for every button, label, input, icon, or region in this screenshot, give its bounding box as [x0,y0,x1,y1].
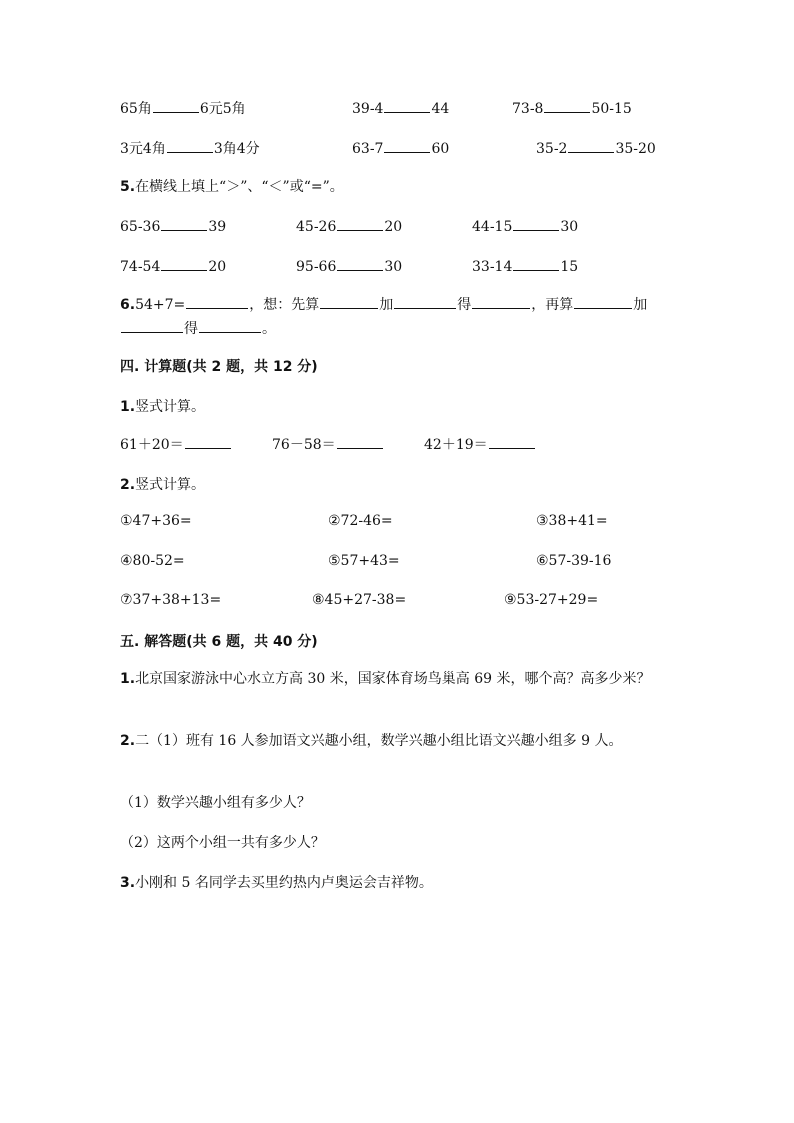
calc-item: ⑧45+27-38= [312,592,407,608]
compare-item: 44-15 30 [472,216,578,235]
calc-item: ⑨53-27+29= [504,592,599,608]
answer-blank[interactable] [161,256,207,271]
calc-item: 76－58＝ [272,434,384,454]
compare-item: 73-8 50-15 [512,98,632,117]
answer-blank[interactable] [394,294,456,309]
s5-question-3: 3.小刚和 5 名同学去买里约热内卢奥运会吉祥物。 [120,875,433,891]
calc-item: ⑥57-39-16 [536,553,612,569]
compare-item: 35-2 35-20 [536,138,656,157]
s5q2-sub-1: （1）数学兴趣小组有多少人？ [120,795,311,811]
calc-item: ③38+41= [536,513,608,529]
answer-blank[interactable] [337,256,383,271]
compare-item: 45-26 20 [296,216,402,235]
question-6-cont: 得 。 [120,318,276,338]
answer-blank[interactable] [568,138,614,153]
calc-item: ④80-52= [120,553,185,569]
answer-blank[interactable] [384,138,430,153]
compare-item: 63-7 60 [352,138,449,157]
answer-blank[interactable] [186,294,248,309]
calc-item: 42＋19＝ [424,434,536,454]
s4-question-2: 2.竖式计算。 [120,477,206,493]
calc-item: ⑦37+38+13= [120,592,222,608]
answer-blank[interactable] [161,216,207,231]
answer-blank[interactable] [544,98,590,113]
answer-blank[interactable] [472,294,530,309]
question-6: 6.54+7= ，想：先算 加 得 ，再算 加 [120,294,647,314]
calc-item: ⑤57+43= [328,553,400,569]
s5q2-sub-2: （2）这两个小组一共有多少人？ [120,835,325,851]
s4-question-1: 1.竖式计算。 [120,399,206,415]
compare-item: 74-54 20 [120,256,226,275]
answer-blank[interactable] [320,294,378,309]
calc-item: ①47+36= [120,513,192,529]
answer-blank[interactable] [513,216,559,231]
answer-blank[interactable] [167,138,213,153]
compare-item: 95-66 30 [296,256,402,275]
compare-item: 33-14 15 [472,256,578,275]
compare-item: 39-4 44 [352,98,449,117]
compare-item: 65角 6元5角 [120,98,246,118]
answer-blank[interactable] [153,98,199,113]
answer-blank[interactable] [199,318,261,333]
question-5: 5.在横线上填上“＞”、“＜”或“=”。 [120,179,344,195]
answer-blank[interactable] [513,256,559,271]
answer-blank[interactable] [337,434,383,449]
compare-item: 65-36 39 [120,216,226,235]
section-5-title: 五. 解答题(共 6 题，共 40 分) [120,634,318,650]
answer-blank[interactable] [121,318,183,333]
answer-blank[interactable] [337,216,383,231]
calc-item: ②72-46= [328,513,393,529]
s5-question-1: 1.北京国家游泳中心水立方高 30 米，国家体育场鸟巢高 69 米，哪个高？高多少米？ [120,671,651,687]
answer-blank[interactable] [574,294,632,309]
answer-blank[interactable] [185,434,231,449]
calc-item: 61＋20＝ [120,434,232,454]
section-4-title: 四. 计算题(共 2 题，共 12 分) [120,359,318,375]
answer-blank[interactable] [489,434,535,449]
answer-blank[interactable] [384,98,430,113]
s5-question-2: 2.二（1）班有 16 人参加语文兴趣小组，数学兴趣小组比语文兴趣小组多 9 人。 [120,733,623,749]
compare-item: 3元4角 3角4分 [120,138,260,158]
